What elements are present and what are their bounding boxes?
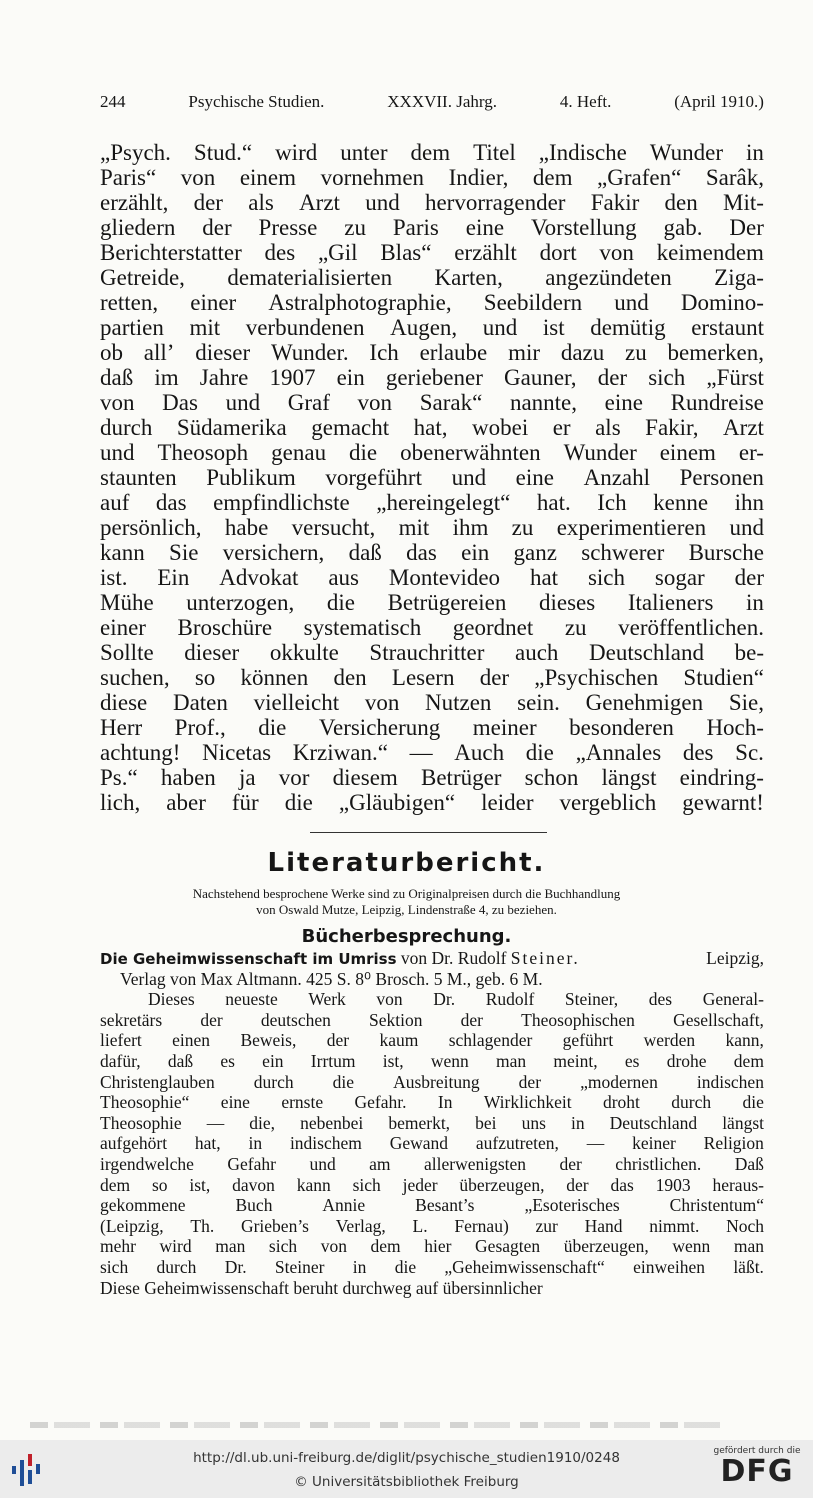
review-line: gekommene Buch Annie Besant’s „Esoterisches Christentum“ <box>100 1195 764 1216</box>
review-line: aufgehört hat, in indischem Gewand aufzutreten, — keiner Religion <box>100 1133 764 1154</box>
issue: 4. Heft. <box>559 92 612 111</box>
text-line: Paris“ von einem vornehmen Indier, dem „Grafen“ Sarâk, <box>100 165 764 190</box>
issue-date: (April 1910.) <box>674 92 764 111</box>
review-line: Dieses neueste Werk von Dr. Rudolf Steiner, des General- <box>148 989 764 1010</box>
text-line: Herr Prof., die Versicherung meiner besonderen Hoch- <box>100 715 764 740</box>
text-line: gliedern der Presse zu Paris eine Vorstellung gab. Der <box>100 215 764 240</box>
text-line: staunten Publikum vorgeführt und eine Anzahl Personen <box>100 465 764 490</box>
running-header <box>100 92 764 112</box>
review-line: irgendwelche Gefahr und am allerwenigsten der christlichen. Daß <box>100 1153 764 1174</box>
availability-notice: Nachstehend besprochene Werke sind zu Originalpreisen durch die Buchhandlung <box>192 886 621 901</box>
letter-text <box>100 140 764 815</box>
page-number: 244 <box>100 92 126 111</box>
text-line: achtung! Nicetas Krziwan.“ — Auch die „Annales des Sc. <box>100 740 764 765</box>
source-url-link[interactable]: http://dl.ub.uni-freiburg.de/diglit/psychische_studien1910/0248 <box>193 1450 620 1466</box>
review-line: (Leipzig, Th. Grieben’s Verlag, L. Fernau) zur Hand nimmt. Noch <box>100 1215 764 1236</box>
section-divider <box>310 832 547 833</box>
text-line: kann Sie versichern, daß das ein ganz schwerer Bursche <box>100 540 764 565</box>
section-heading: Literaturbericht. <box>267 848 546 878</box>
book-author-prefix: von Dr. Rudolf <box>400 948 507 968</box>
review-line: Theosophie“ eine ernste Gefahr. In Wirklichkeit droht durch die <box>100 1092 764 1113</box>
sponsor-caption: gefördert durch die <box>713 1446 801 1456</box>
volume: XXXVII. Jahrg. <box>387 92 497 111</box>
text-line: Berichterstatter des „Gil Blas“ erzählt dort von keimendem <box>100 240 764 265</box>
text-line: „Psych. Stud.“ wird unter dem Titel „Indische Wunder in <box>100 140 764 165</box>
text-line: einer Broschüre systematisch geordnet zu veröffentlichen. <box>100 615 764 640</box>
text-line: ist. Ein Advokat aus Montevideo hat sich sogar der <box>100 565 764 590</box>
availability-notice-2: von Oswald Mutze, Leipzig, Lindenstraße 4, zu beziehen. <box>256 902 557 917</box>
scan-artifact <box>30 1422 730 1428</box>
text-line: Sollte dieser okkulte Strauchritter auch Deutschland be- <box>100 640 764 665</box>
text-line: erzählt, der als Arzt und hervorragender Fakir den Mit- <box>100 190 764 215</box>
text-line: diese Daten vielleicht von Nutzen sein. Genehmigen Sie, <box>100 690 764 715</box>
text-line: retten, einer Astralphotographie, Seebildern und Domino- <box>100 290 764 315</box>
book-place: Leipzig, <box>706 948 764 968</box>
review-line: liefert einen Beweis, der kaum schlagender geführt werden kann, <box>100 1030 764 1051</box>
dfg-sponsor-logo[interactable] <box>711 1446 803 1488</box>
review-line: sekretärs der deutschen Sektion der Theosophischen Gesellschaft, <box>100 1009 764 1030</box>
review-line: mehr wird man sich von dem hier Gesagten überzeugen, wenn man <box>100 1236 764 1257</box>
review-line: Christenglauben durch die Ausbreitung der „modernen indischen <box>100 1071 764 1092</box>
book-publisher: Verlag von Max Altmann. 425 S. 8⁰ Brosch. 5 M., geb. 6 M. <box>120 968 543 989</box>
text-line: suchen, so können den Lesern der „Psychischen Studien“ <box>100 665 764 690</box>
text-line: daß im Jahre 1907 ein geriebener Gauner, der sich „Fürst <box>100 365 764 390</box>
book-author: Steiner. <box>510 948 580 968</box>
book-citation <box>100 948 764 969</box>
subsection-heading: Bücherbesprechung. <box>301 926 512 947</box>
text-line: und Theosoph genau die obenerwähnten Wunder einem er- <box>100 440 764 465</box>
text-line: Mühe unterzogen, die Betrügereien dieses Italieners in <box>100 590 764 615</box>
review-line: Diese Geheimwissenschaft beruht durchweg auf übersinnlicher <box>100 1277 543 1298</box>
journal-title: Psychische Studien. <box>188 92 325 111</box>
book-title: Die Geheimwissenschaft im Umriss <box>100 950 397 968</box>
copyright-text: © Universitätsbibliothek Freiburg <box>294 1474 519 1490</box>
review-line: dem so ist, davon kann sich jeder überzeugen, der das 1903 heraus- <box>100 1174 764 1195</box>
book-review <box>100 948 764 1298</box>
review-line: sich durch Dr. Steiner in die „Geheimwissenschaft“ einweihen läßt. <box>100 1256 764 1277</box>
text-line: auf das empfindlichste „hereingelegt“ hat. Ich kenne ihn <box>100 490 764 515</box>
dfg-logo: DFG <box>720 1454 794 1489</box>
text-line: partien mit verbundenen Augen, und ist demütig erstaunt <box>100 315 764 340</box>
review-line: Theosophie — die, nebenbei bemerkt, bei uns in Deutschland längst <box>100 1112 764 1133</box>
text-line: lich, aber für die „Gläubigen“ leider vergeblich gewarnt! <box>100 790 764 815</box>
text-line: durch Südamerika gemacht hat, wobei er als Fakir, Arzt <box>100 415 764 440</box>
text-line: Ps.“ haben ja vor diesem Betrüger schon längst eindring- <box>100 765 764 790</box>
viewer-footer <box>0 1440 813 1498</box>
review-line: dafür, daß es ein Irrtum ist, wenn man meint, es drohe dem <box>100 1050 764 1071</box>
text-line: von Das und Graf von Sarak“ nannte, eine Rundreise <box>100 390 764 415</box>
text-line: ob all’ dieser Wunder. Ich erlaube mir dazu zu bemerken, <box>100 340 764 365</box>
text-line: Getreide, dematerialisierten Karten, angezündeten Ziga- <box>100 265 764 290</box>
text-line: persönlich, habe versucht, mit ihm zu experimentieren und <box>100 515 764 540</box>
